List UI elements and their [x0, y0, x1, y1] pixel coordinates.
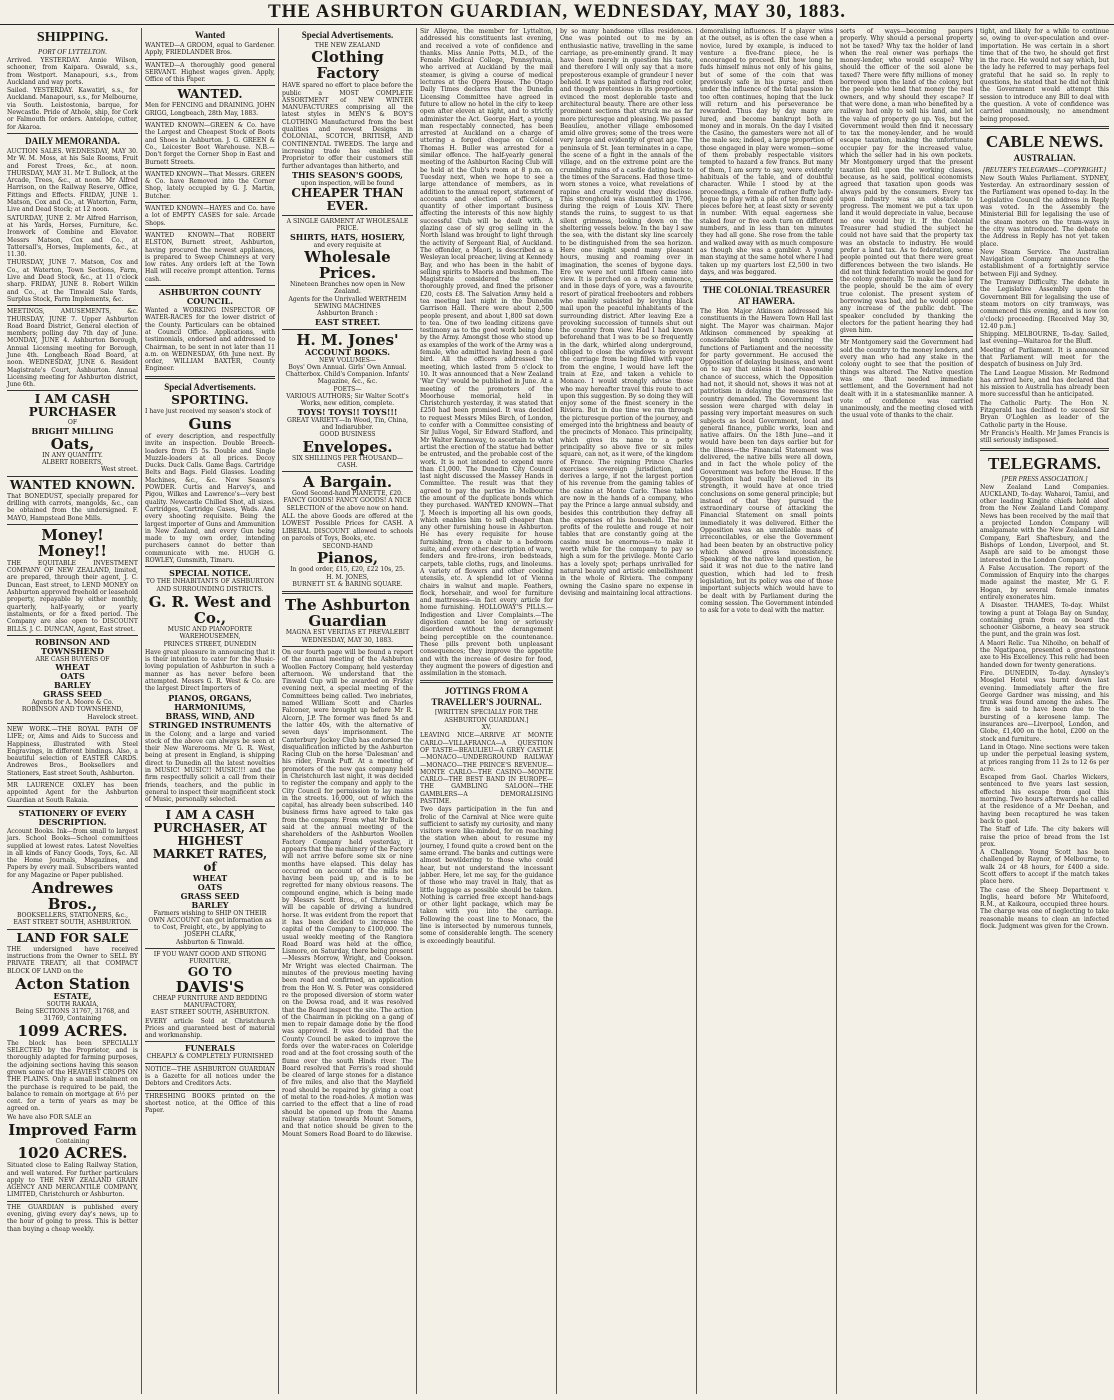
advertisement	[282, 218, 413, 326]
ad-line: G. R. West and Co.,	[148, 592, 272, 627]
column-6	[696, 28, 836, 1394]
notice-paragraph: THRESHING BOOKS printed on the shortest notice, at the Office of this Paper.	[145, 1092, 275, 1115]
advertisement	[7, 809, 138, 827]
ad-line: IF YOU WANT GOOD AND STRONG FURNITURE,	[153, 951, 267, 966]
column-divider	[7, 635, 138, 636]
notice-paragraph: A Disaster. THAMES, To-day. Whilst towing a punt at Tolaga Bay on Sunday, containing grain from on board the schooner Gisborne, a heavy sea struck the punt, and the grain was lost.	[980, 602, 1109, 639]
ad-line: Havelock street.	[87, 713, 138, 721]
ad-line: THIS SEASON'S GOODS,	[292, 169, 403, 180]
ad-line: PRINCES STREET, DUNEDIN	[163, 640, 257, 648]
ad-line: Farmers wishing to SHIP ON THEIR OWN ACCOUNT can get information as to Cost, Freight, etc., by applying to	[148, 909, 272, 932]
notice-paragraph: Sailed. YESTERDAY. Kawatiri, s.s., for Auckland. Manapouri, s.s., for Melbourne, via South. Leistostonia, barque, for Newcastle. Pride of Athole, ship, for Cork or Falmouth for orders. Antelope, cutter, for Akaroa.	[7, 87, 138, 131]
column-divider	[7, 133, 138, 134]
notice-paragraph: Meeting of Parliament. It is announced that Parliament will meet for the despatch of business on July 3rd.	[980, 346, 1109, 369]
notice-paragraph: That BONEDUST, specially prepared for drilling with carrots, mangolds, &c., can be obtained from the undersigned. F. MAYO, Hampstead Bone Mills.	[7, 492, 138, 522]
ad-line: OF	[67, 419, 78, 427]
notice-paragraph: Shipping. MELBOURNE, To-day. Sailed, last evening—Waitaroa for the Bluff.	[980, 331, 1109, 346]
advertisement	[7, 393, 138, 473]
ad-line: Good Second-hand PIANETTE, £20.	[292, 490, 403, 498]
ad-line: GRASS SEED	[43, 689, 102, 700]
notice-paragraph: I have just received my season's stock of	[145, 407, 271, 415]
notice-paragraph: Fire. DUNEDIN, To-day. Aynsley's Mosgiel Hotel was burnt down last evening. Immediately after the fire George Gardner was missing, and his trunk was found among the ashes. The fire is said to have been due to the bursting of a kerosene lamp. The insurances are—Liverpool, London, and Globe, £1,400 on the hotel, £200 on the stock and furniture.	[980, 669, 1109, 743]
section-heading: SHIPPING.	[36, 30, 109, 45]
ad-line: OATS	[60, 671, 85, 682]
ad-line: Agents for A. Moore & Co.	[31, 699, 114, 707]
column-divider	[145, 168, 275, 169]
notice-paragraph: Account Books. Ink—from small to largest jars. School Books—School committees supplied at lowest rates. Latest Novelties in all kinds of Fancy Goods, Toys, &c. All the Home Journals, Magazines, and Papers by every mail. Subscribers wanted for any Magazine or Paper published.	[7, 827, 138, 879]
ad-line: A SINGLE GARMENT AT WHOLESALE PRICE.	[286, 218, 409, 233]
advertisement	[7, 932, 138, 945]
column-divider	[7, 723, 138, 724]
ad-line: SIX SHILLINGS PER THOUSAND—CASH.	[291, 454, 404, 469]
ad-line: Ashburton Branch :	[317, 310, 378, 318]
ad-line: MUSIC AND PIANOFORTE WAREHOUSEMEN,	[167, 625, 253, 641]
column-divider	[145, 1063, 275, 1064]
notice-paragraph: WANTED KNOWN—GREEN & Co. have the Largest and Cheapest Stock of Boots and Shoes in Ashburton. J. G. GREEN & Co., Leicester Boot Warehouse. N.B.—Don't forget the Corner Shop in East and Burnett Streets.	[145, 122, 275, 166]
ad-line: Oats,	[50, 434, 95, 453]
ad-line: EAST STREET SOUTH, ASHBURTON.	[150, 1009, 270, 1017]
column-divider	[145, 566, 275, 567]
ad-line: XV.	[481, 724, 492, 732]
ad-line: BARLEY	[191, 899, 229, 910]
section-heading: PORT OF LYTTELTON.	[38, 48, 107, 56]
ad-line: The Ashburton Guardian	[285, 596, 410, 631]
article-text: The Hon Major Atkinson addressed his constituents in the Hawera Town Hall last night. The Mayor was chairman. Major Atkinson commenced by speaking at considerable length concerning the functions of Parliament and the necessity for party government. He accused the Opposition of delaying business, and went on to say that unless it had reasonable chance of success, which the Opposition had not, it should not, shows it was not at patriotism in delaying the measures the country demanded. The Government last session were charged with delay in passing very important measures on such subjects as local Government, local and general finance, public works, loan and native affairs. On the 18th June—and it would have been ten days earlier but for the illness—the Financial Statement was delivered, the native bills were all down, and in fact the whole policy of the Government was before the House. If the Opposition had really believed in its strength, it would have at once tried conclusions on some general principle; but instead of that they pursued the extraordinary course of attacking the Financial Statement on small points immediately it was delivered. Either the Opposition was an unreliable mass of irreconcilables, or else the Government had been beaten by an obstructive policy which showed gross inconsistency. Speaking of the native land question, he said it was not due to the native land question, which had led to fresh legislation, but its policy was one of those important subjects which would have to be dealt with by Parliament during the coming session. The Government intended to ask for a vote to deal with the matter.	[700, 308, 833, 615]
section-heading: CABLE NEWS.	[985, 131, 1104, 151]
ad-line: CHEAP FURNITURE AND BEDDING MANUFACTORY,	[152, 994, 268, 1009]
article-text: Two days participation in the fun and frolic of the Carnival at Nice were quite sufficient to satisfy my curiosity, and many visitors were like-minded, for on reaching the station when about to resume my journey, I found quite a crowd bent on the same errand. The banks and cuttings were almost bewildering to those who could hear, but not understand the incessant jabber. Here, let me say, for the guidance of those who may travel in Italy, that as little luggage as possible should be taken. Nothing is carried free except hand-bags or other light package, which may be taken with you into the carriage. Following the coast line to Monaco, the line is intersected by numerous tunnels, some of considerable length. The scenery is exceedingly beautiful.	[420, 806, 553, 945]
notice-paragraph: AUCTION SALES. WEDNESDAY, MAY 30. Mr W. M. Moss, at his Sale Rooms, Fruit and Forest Trees, &c., at noon. THURSDAY, MAY 31. Mr T. Bullock, at the Arcade, Trees, &c., at noon. Mr Alfred Harrison, on the Railway Reserve, Office, Fittings and Effects. FRIDAY, JUNE 1. Matson, Cox and Co., at Waterton, Farm, Live and Dead Stock; at 12 noon.	[7, 147, 138, 214]
ad-line: SPECIAL NOTICE.	[169, 568, 251, 579]
column-divider	[7, 1201, 138, 1202]
ad-line: WHEAT	[55, 662, 90, 673]
column-divider	[145, 202, 275, 203]
ad-line: I AM CASH PURCHASER	[28, 392, 117, 420]
column-divider	[145, 85, 275, 86]
advertisement	[145, 394, 275, 407]
ad-line: TOYS! TOYS!! TOYS!!!	[297, 406, 398, 417]
ad-line: JOSEPH CLARK,	[184, 931, 236, 939]
advertisement	[145, 288, 275, 306]
column-divider	[700, 279, 833, 282]
ad-line: Being SECTIONS 31767, 31768, and 31769, Containing	[15, 1008, 130, 1023]
ad-line: GO TO	[187, 964, 233, 979]
ad-line: STATIONERY OF EVERY DESCRIPTION.	[18, 807, 127, 827]
ad-line: SHIRTS, HATS, HOSIERY,	[290, 231, 405, 242]
ad-line: West street.	[101, 466, 138, 474]
advertisement	[7, 880, 138, 927]
column-divider	[980, 448, 1109, 451]
article-text: On our fourth page will be found a report of the annual meeting of the Ashburton Woollen Factory Company, held yesterday afternoon. We understand that the Tinwald Cup will be awarded on Friday evening next, a special meeting of the Committees being called. Two inebriates, named William Scott and Charles Falconer, were brought up before Mr R. Alcorn, J.P. The former was fined 5s and the latter 40s, with the alternative of seven days' imprisonment. The Canterbury Jockey Club has endorsed the disqualification inflicted by the Ashburton Racing Club on the horse 'Dalesman' and his rider, Frank Puff. At a meeting of promoters of the new gas company held in Christchurch last night, it was decided to register the company and apply to the City Council for permission to lay mains in the streets. 16,000, out of which the capital, has already been subscribed. 140 business firms have agreed to take gas from the company. From what Mr Bullock said at the annual meeting of the shareholders of the Ashburton Woollen Factory Company held yesterday, it appears that the machinery of the Factory will not arrive before some six or nine months have elapsed. This delay has occurred on account of the mills not having been paid up, and is to be regretted for many obvious reasons. The compound engine, which is being made by Messrs Scott Bros., of Christchurch, will be capable of driving a hundred horse. It was evident from the report that it has been decided to increase the capital of the Company to £100,000. The usual weekly meeting of the Rangiora Road Board was held at the office, Lismore, on Saturday, there being present—Messrs Morrow, Wright, and Cookson. Mr Wright was elected Chairman. The minutes of the previous meeting having been read and confirmed, an application from the Hon W. S. Peter was considered re the proposed diversion of storm water on the Dowsa road, and it was resolved that the Board inspect the site. The action of the Chairman in picking on a gang of men to repair damage done by the flood was approved. It was decided that the County Council be asked to improve the fords over the water-races on Coleridge road and at the foot crossing south of the flume over the south Hinds river. The Board resolved that Ferris's road should be cleared of large stones for a distance of five miles, and also that the Mayfield road should be repaired by giving a coat of metal to the road-holes. A motion was carried to the effect that a line of road should be opened up from the Anama railway station towards Mount Somers, and that notice should be given to the Mount Somers Road Board to do likewise.	[282, 648, 413, 1138]
column-divider	[7, 929, 138, 930]
notice-paragraph: ALL the above Goods are offered at the LOWEST Possible Prices for CASH. A LIBERAL DISCOUNT allowed to schools on parcels of Toys, Books, etc.	[282, 512, 413, 542]
article-text: sorts of ways—becoming paupers properly. Why should a personal property not be taxed? Why tax the holder of land when the real owner was perhaps the money-lender, who would escape? Why should the officer of the soil alone be taxed? There were fifty millions of money borrowed upon the land of the colony, but the people who lend that money the real owners, and why should they escape? If that were done, a man who benefited by a railway had only to sell his land, and let the value of property go up. Yes, but the Government would then find it necessary to tax the money-lender, and he would escape taxation, making the unfortunate occupier pay for the increased value, which the seller had in his own pockets. Mr Montgomery urged that the present taxation fell upon the working classes, because, as he said, political economists agreed that taxation upon goods was always paid by the consumers. Every tax upon industry was an obstacle to progress. The moment we put a tax upon land it would depreciate in value, because no one would buy it. If the Colonial Treasurer had studied the subject he could not have said that the property tax was an obstacle to industry. He would prefer a land tax. As to federation, some people pointed out that there were great differences between the two islands. He did not think federation would be good for the colony generally. To make the land for the people, should be the aim of every true colonist. The present system of borrowing was bad, and he would oppose any increase of the public debt. The speaker concluded by thanking the electors for the patient hearing they had given him.	[840, 28, 973, 335]
notice-paragraph: The Tramway Difficulty. The debate in the Legislative Assembly upon the Government Bill for legalising the use of steam motors on city tramways, was commenced this evening, and is now (on o'clock) proceeding. [Received May 30, 12.40 p.m.]	[980, 279, 1109, 330]
column-divider	[145, 59, 275, 60]
ad-line: SPORTING.	[171, 392, 249, 407]
advertisement	[420, 709, 553, 731]
ad-line: Ashburton & Tinwald.	[175, 938, 245, 946]
ad-line: CHEAPER THAN EVER.	[291, 186, 404, 214]
column-divider	[145, 948, 275, 949]
ad-line: H. M. JONES,	[326, 573, 369, 581]
section-heading: DAILY MEMORANDA.	[25, 135, 120, 146]
ad-line: Nineteen Branches now open in New Zealand.	[289, 281, 406, 296]
section-heading: AUSTRALIAN.	[1013, 152, 1076, 163]
notice-paragraph: WANTED KNOWN—HAYES and Co. have a lot of EMPTY CASES for sale. Arcade Shops.	[145, 205, 275, 227]
article-text: Mr Montgomery said the Government had sold the country to the money lenders, and every man who had any stake in the colony ought to see that the position of things was altered. The Native question was one that needed immediate settlement, and the Government had not dealt with it in a statesmanlike manner. A vote of confidence was carried unanimously, and the meeting closed with the usual vote of thanks to the chair.	[840, 339, 973, 420]
column-divider	[145, 1090, 275, 1091]
notice-paragraph: A Maori Relic. Tua Nihoiho, on behalf of the Ngatipaoa, presented a greenstone axe to His Excellency. This relic had been handed down for twenty generations.	[980, 639, 1109, 669]
ad-line: BARLEY	[53, 680, 92, 691]
column-divider	[7, 806, 138, 807]
advertisement	[282, 474, 413, 512]
column-divider	[145, 1041, 275, 1042]
ad-line: IN ANY QUANTITY.	[42, 451, 103, 459]
ad-line: 1099 ACRES.	[17, 1021, 128, 1040]
column-divider	[7, 779, 138, 780]
ad-line: Boys' Own Annual. Girls' Own Annual. Chatterbox. Child's Companion. Infants' Magazine, &c., &c.	[285, 363, 410, 386]
section-heading: THE COLONIAL TREASURER AT HAWERA.	[702, 285, 831, 307]
notice-paragraph: Escaped from Gaol. Charles Wickers, sentenced to five years last session, effected his escape from gaol this morning. Two hours afterwards he called at the residence of a Mr Deehan, and having been recaptured he was taken back to gaol.	[980, 774, 1109, 825]
notice-paragraph: Land in Otago. Nine sections were taken up under the perpetual leasing system, at prices ranging from 11 2s to 12 6s per acre.	[980, 743, 1109, 773]
notice-paragraph: New Steam Service. The Australian Navigation Company announce the establishment of a fortnightly service between Fiji and Sydney.	[980, 248, 1109, 278]
ad-line: WANTED.	[177, 87, 243, 102]
column-divider	[840, 336, 973, 337]
ad-line: and every requisite at	[313, 241, 382, 249]
notice-paragraph: The case of the Sheep Department v. Inglis, heard before Mr Whitefoord, R.M., at Kaikoura, occupied three hours. The charge was one of neglecting to take reasonable means to clean an infected flock. Judgment was given for the Crown.	[980, 886, 1109, 931]
section-heading: Wanted	[194, 30, 225, 40]
column-divider	[282, 646, 413, 647]
ad-line: I AM A CASH PURCHASER, AT HIGHEST MARKET RATES, of	[152, 807, 268, 874]
ad-line: BRIGHT MILLING	[31, 425, 114, 436]
ad-line: TO THE INHABITANTS OF ASHBURTON AND SURROUNDING DISTRICTS.	[145, 578, 275, 593]
notice-paragraph: EVERY article Sold at Christchurch Prices and guaranteed best of material and workmanship.	[145, 1017, 275, 1040]
ad-line: OATS	[197, 881, 223, 892]
column-divider	[145, 285, 275, 286]
article-text: by so many handsome villas residences. One was pointed out to me by an enthusiastic native, travelling in the same carriage, as pre-eminently grand. It may have been merely in question his taste, and therefore I will only say that a more preposterous example of grandeur I never beheld. It was painted a flaring red color, and though pretentious in its proportions, evinced the most deplorable taste and architectural beauty. There are other less prominent sections that struck me as far more picturesque and pleasing. We passed Beaulieu, another village embosomed amid olive groves; some of the trees were very large and evidently of great age. The peninsula of St. Jean terminates in a cape, the scene of a fight in the annals of the village, and on the extreme point are the crumbling ruins of a castle dating back to the times of the Saracens. Had those time-worn stones a voice, what revelations of rapine and cruelty would they disclose. This stronghold was dismantled in 1706, during the reign of Louis XIV. There stands the ruins, to suggest to us that silent grimness, looking down on the sheltering vessels below. In the bay I saw the sea, with the distant sky line scarcely to be distinguished from the sea horizon. Here one might spend many pleasant hours, musing and roaming over in imagination, the scenes of bygone days. Ere we were not until fifteen came into view. It is perched on a rocky eminence, and in those days of yore, was a favourite resort of piratical freebooters and robbers who mainly subsisted by levying black mail upon the peaceful inhabitants of the surrounding district. After leaving Eze a provoking succession of tunnels shut out the country from view. Had I had known beforehand that I was to be so frequently in the dark, whirled along underground, obliged to close the windows to prevent the carriage from being filled with vapor from the engine, I would have left the train at Eze, and taken a vehicle to Monaco. I would strongly advise those who may hereafter travel this route to act upon this suggestion. By so doing they will enjoy some of the finest scenery in the Riviera. But in due time we ran through the picturesque portion of the journey, and emerged into the brightness and beauty of the precincts of Monaco. This principality, which gives its name to a petty principality so above five or six miles square, can not, as it were, of the kingdom of France. The reigning Prince Charles exercises sovereign jurisdiction, and derives a large, if not the largest portion of his revenue from the gaming tables of the casino at Monte Carlo. These tables are now in the hands of a company, who pay the Prince a large annual subsidy, and besides this contribution they defray all the expenses of his household. The net profits of the roulette and rouge et noir tables that are constantly going at the casino must be enormous—to make it worth while for the company to pay so high a sum for the privilege. Monte Carlo has a lovely spot; perhaps unrivalled for natural beauty and artistic embellishment in the whole of Riviera. The company owning the Casino spare no expense in devising and maintaining local attractions.	[560, 28, 693, 597]
notice-paragraph: THE EQUITABLE INVESTMENT COMPANY OF NEW ZEALAND, limited, are prepared, through their agent, J. C. Duncan, East street, to LEND MONEY on Ashburton approved freehold or leasehold property, repayable by either monthly, quarterly, half-yearly, or yearly instalments, or for a fixed period. The Company are also open to DISCOUNT BILLS. J. C. DUNCAN, Agent, East street.	[7, 559, 138, 633]
ad-line: Money! Money!!	[38, 525, 107, 560]
notice-paragraph: The Staff of Life. The city bakers will raise the price of bread from the 1st prox.	[980, 826, 1109, 848]
ad-line: CHEAPLY & COMPLETELY FURNISHED	[146, 1053, 274, 1061]
ad-line: Envelopes.	[302, 437, 393, 456]
column-divider	[145, 229, 275, 230]
ad-line: WANTED KNOWN.	[9, 477, 136, 492]
ad-line: upon inspection, will be found	[300, 179, 395, 187]
ad-line: POETS—	[333, 385, 362, 393]
ad-line: BURNETT ST. & BARING SQUARE.	[292, 581, 403, 589]
notice-paragraph: WANTED KNOWN—That ROBERT ELSTON, Burnett street, Ashburton, having procured the newest appliances, is prepared to Sweep Chimneys at very low rates. Any orders left at the Town Hall will receive prompt attention. Terms cash.	[145, 231, 275, 283]
notice-paragraph: New Zealand Land Companies. AUCKLAND, To-day. Waharoi, Tamui, and other leading Kingite chiefs hold aloof from the New Zealand Land Company. News has been received by the mail that a projected London Company will amalgamate with the New Zealand Land Company, Earl Shaftesbury, and the Bishops of London, Liverpool, and St. Asaph are said to be amongst those interested in the London Company.	[980, 483, 1109, 564]
notice-paragraph: NEW WORK.—THE ROYAL PATH OF LIFE; or, Aims and Aids to Success and Happiness, illustrated with Steel Engravings, in different bindings. Also, a beautiful selection of EASTER CARDS. Andrewes Bros., Booksellers and Stationers, East street South, Ashburton.	[7, 726, 138, 777]
ad-line: EAST STREET SOUTH, ASHBURTON.	[13, 919, 132, 927]
ad-line: A Bargain.	[302, 473, 393, 492]
article-text: tight, and likely for a while to continue so, owing to over-speculation and over-importation. He was certain in a short time that of the two, he should get first in the race. He would not say which, but the lady he referred to may perhaps feel grateful that he said so. In reply to questions, he stated that he did not think the Government would attempt this session to introduce any Bill to deal with the question. A vote of confidence was carried unanimously, no amendment being proposed.	[980, 28, 1109, 123]
column-divider	[7, 524, 138, 525]
ad-line: ROBINSON AND TOWNSHEND	[35, 636, 110, 656]
ad-line: ALBERT ROBERTS,	[42, 459, 103, 467]
column-7	[836, 28, 976, 1394]
section-heading: Special Advertisements.	[301, 30, 394, 40]
advertisement	[282, 332, 413, 470]
ad-line: ESTATE,	[53, 990, 92, 1001]
advertisement	[282, 543, 413, 588]
notice-paragraph: in the Colony, and a large and varied stock of the above can always be seen at their New Warerooms. Mr G. R. West, being at present in England, is shipping direct to Dunedin all the latest novelties in MUSIC! MUSIC!! MUSIC!!! and the firm respectfully solicit a call from their friends, teachers, and the public in general to inspect their magnificent stock of Music, personally selected.	[145, 730, 275, 804]
ad-line: PIANOS, ORGANS, HARMONIUMS,	[168, 692, 252, 712]
ad-line: Guns	[188, 414, 232, 433]
notice-paragraph: Arrived. YESTERDAY. Annie Wilson, schooner, from Kaipara. Oswald, s.s., from Westport. Manapouri, s.s., from Auckland and way ports.	[7, 57, 138, 86]
ad-line: FANCY GOODS! FANCY GOODS! A NICE SELECTION of the above now on hand.	[283, 497, 412, 512]
column-divider	[7, 305, 138, 306]
notice-paragraph: A Challenge. Young Scott has been challenged by Raynor, of Melbourne, to walk 24 or 48 hours, for £400 a side. Scott offers to accept if the match takes place here.	[980, 849, 1109, 886]
column-divider	[145, 119, 275, 120]
ad-line: [WRITTEN SPECIALLY FOR THE ASHBURTON GUARDIAN.]	[434, 709, 539, 724]
section-heading: [REUTER'S TELEGRAMS—COPYRIGHT.]	[982, 165, 1107, 174]
notice-paragraph: THE GUARDIAN is published every evening, giving every day's news, up to the hour of going to press. This is better than buying a cheap weekly.	[7, 1203, 138, 1233]
ad-line: 1020 ACRES.	[17, 1144, 128, 1163]
ad-line: Wholesale Prices.	[304, 248, 391, 283]
section-heading: [PER PRESS ASSOCIATION.]	[1001, 474, 1088, 483]
notice-paragraph: Have great pleasure in announcing that it is their intention to cater for the Music-loving population of Ashburton in such a manner as has never before been attempted. Messrs G. R. West & Co. are the largest Direct Importers of	[145, 648, 275, 693]
notice-paragraph: WANTED—A GROOM, equal to Gardener. Apply, FRIEDLANDER Bros.	[145, 42, 275, 57]
advertisement	[282, 597, 413, 644]
ad-line: VARIOUS AUTHORS; Sir Walter Scott's Works, new edition, complete.	[286, 393, 409, 408]
advertisement	[7, 479, 138, 492]
notice-paragraph: MEETINGS, AMUSEMENTS, &c. THURSDAY, JUNE 7. Upper Ashburton Road Board District, General election of members; polling day 7th day of June. MONDAY, JUNE 4. Ashburton Borough, Annual Licensing meeting for Borough, June 4th. Longbeach Road Board, at noon. WEDNESDAY, JUNE 6. Resident Magistrate's Court, Ashburton. Annual Licensing meeting for Ashburton district, June 6th.	[7, 308, 138, 389]
ad-line: EAST STREET.	[314, 316, 381, 327]
ad-line: SECOND-HAND	[322, 543, 373, 551]
ad-line: Containing	[55, 1137, 90, 1145]
ad-line: In good order, £15, £20, £22 10s, 25.	[290, 566, 405, 574]
ad-line: FUNERALS	[184, 1043, 236, 1054]
ad-line: ACCOUNT BOOKS.	[304, 346, 390, 357]
newspaper-title: THE ASHBURTON GUARDIAN, WEDNESDAY, MAY 30, 1883.	[267, 1, 847, 22]
notice-paragraph: WANTED—A thoroughly good general SERVANT. Highest wages given. Apply, Office of this Paper.	[145, 61, 275, 84]
notice-paragraph: New South Wales Parliament. SYDNEY, Yesterday. An extraordinary session of the Parliament was opened to-day. In the Legislative Council the address in Reply was voted. In the Assembly the Ministerial Bill for legalising the use of the steam motors on the tram-ways in the city was introduced. The debate on the Address in Reply has not yet taken place.	[980, 174, 1109, 248]
notice-paragraph: Wanted a WORKING INSPECTOR OF WATER-RACES for the lower district of the County. Particulars can be obtained at Council Office. Applications, with testimonials, endorsed and addressed to Chairman, to be sent in not later than 11 a.m. on WEDNESDAY, 6th June next. By order, WILLIAM BAXTER, County Engineer.	[145, 307, 275, 373]
advertisement	[145, 569, 275, 593]
notice-paragraph: Mr Francis's Health. Mr James Francis is still seriously indisposed.	[980, 429, 1109, 445]
notice-paragraph: We have also FOR SALE an	[7, 1113, 92, 1121]
advertisement	[282, 171, 413, 213]
notice-paragraph: THE undersigned have received instructions from the Owner to SELL BY PRIVATE TREATY, all that COMPACT BLOCK OF LAND on the	[7, 945, 138, 975]
column-divider	[420, 680, 553, 683]
notice-paragraph: LEAVING NICE—ARRIVE AT MONTE CARLO—VILLAFRANCA—A QUESTION OF TASTE—BEAULIEU—A GREY CASTLE—MONACO—UNDERGROUND RAILWAY—MONACO—THE PRINCE'S REVENUE—MONTE CARLO—THE CASINO—MONTE CARLO—THE BEST BAND IN EUROPE—THE GAMBLING SALOON—THE GAMBLERS—A DEMORALISING PASTIME.	[420, 732, 553, 805]
ad-line: ARE CASH BUYERS OF	[35, 655, 110, 663]
section-heading: TELEGRAMS.	[988, 453, 1101, 473]
section-heading: Special Advertisements.	[164, 381, 256, 392]
ad-line: Improved Farm	[8, 1120, 137, 1139]
advertisement	[145, 594, 275, 648]
ad-line: GREAT VARIETY—In Wood, Tin, China, and Indiarubber.	[286, 416, 409, 431]
section-heading: JOTTINGS FROM A TRAVELLER'S JOURNAL.	[431, 686, 542, 708]
article-text: Sir Alleyne, the member for Lyttelton, addressed his constituents last evening, and received a vote of confidence and thanks. Miss Annie Potts, M.D., of the Female Medical College, Pennsylvania, who arrived at Auckland by the mail steamer, is giving a course of medical lectures at the Opera House. The Otago Daily Times declares that the Dunedin Licensing Committee have agreed in future to allow no hotel in the city to keep open after eleven at night, and to strictly administer the Act. George Hart, a young man respectably connected, has been arrested at Auckland on a charge of uttering a forged cheque on Colonel Thomas H. Buller was arrested for a similar offence. The half-yearly general meeting of the Ashburton Racing Club will be held at the Club's room at 8 p.m. on Tuesday next, when we hope to see a large attendance of members, as in addition to the annual report, statement of accounts and election of officers, a quantity of other important business affecting the interests of this now highly successful Club will be dealt with. A glazing case of sly grog selling in the North Island was brought to light through the activity of Sergeant Rial, of Auckland. The offender, a Maori, is described as a Wesleyan local preacher, living at Kennedy Bay, and who has been in the habit of selling spirits to Maoris and bushmen. The Magistrate considered the offence thoroughly proved, and fined the prisoner £20, costs £8. The Salvation Army held a tea meeting last night in the Dunedin Garrison Hall. There were about 2,500 people present, and about 1,800 sat down to tea. One of two leading citizens gave testimony as to the good work being done by the Army. Amongst those who stood up as examples of the work of the Army was a female, who admitted having been a gaol bird. All the officers addressed the meeting, which lasted from 5 o'clock to 10. It was announced that a New Zealand 'War Cry' would be published in June. At a meeting of the promoters of the Moorhouse memorial, held in Christchurch yesterday, it was stated that £250 had been promised. It was decided to request Messrs Miles Birch, of London, to confer with a Committee consisting of Sir Julius Vogel, Sir Edward Stafford, and Mr Walter Kennaway, to ascertain to what artist the erection of the statue had better be entrusted, and the probable cost of the work. It is not intended to expend more than £1,000. The Dunedin City Council last night discussed the Massey Hands in Committee. The result was that they agreed to pay the parties in Melbourne the amount of the duplicate bonds which they purchased. WANTED KNOWN—That 'J. Meech is importing all his own goods, which enables him to sell cheaper than any other furnishing house in Ashburton. He has every requisite for house furnishing, from a chair to a bedroom suite, and every other description of ware, fenders and fire-irons, iron bedsteads, carpets, table cloths, rugs, and linoleums. A variety of flowers and other cooking utensils, etc. A splendid lot of Vienna chairs in walnut and maple. Feathers, flock, horsehair, and wool for furniture and mattresses—in fact every article for home furnishing. HOLLOWAY'S PILLS.—Indigestion and Liver Complaints.—The digestion cannot be long or seriously disordered without the derangement being perceptible on the countenance. These pills prevent both unpleasant consequences; they improve the appetite and with the increase of desire for food, they augment the powers of digestion and assimilation in the stomach.	[420, 28, 553, 678]
ad-line: H. M. Jones'	[296, 330, 399, 349]
column-divider	[282, 215, 413, 216]
advertisement	[145, 809, 275, 946]
column-divider	[282, 471, 413, 472]
notice-paragraph: MR LAURENCE OXLEY has been appointed Agent for the Ashburton Guardian at South Rakaia.	[7, 782, 138, 804]
notice-paragraph: of every description, and respectfully invite an inspection. Double Breech-loaders from £5 5s. Double and Single Muzzle-loaders at all prices. Decoy Ducks. Duck Calls. Game Bags. Cartridge Belts and Bags. Field Glasses. Loading Machines, &c., &c. New Season's POWDER. Curtis and Harvey's, and Pigou, Wilkes and Lawrence's—very best quality. Newcastle Chilled Shot, all sizes. Cartridges, Cartridge Cases, Wads. And every shooting requisite. Being the largest importer of Guns and Ammunition in New Zealand, and every Gun being made to my own order, intending purchasers cannot do better than communicate with me. HUGH G. ROWLEY, Gunsmith, Timaru.	[145, 432, 275, 565]
ad-line: WHEAT	[192, 872, 228, 883]
notice-paragraph: WANTED KNOWN—That Messrs. GREEN & Co. have Removed into the Corner Shop, lately occupied by G. J. Martin, Butcher.	[145, 170, 275, 200]
advertisement	[145, 694, 275, 730]
notice-paragraph: NOTICE—THE ASHBURTON GUARDIAN is a Gazette for all notices under the Debtors and Creditors Acts.	[145, 1065, 275, 1088]
masthead	[0, 0, 1114, 25]
article-text: demoralising influences. If a player wins at the outset, as is often the case when a novice, lured by example, is induced to venture a five-franc piece, he is encouraged to proceed. But how long he fuds himself minus not only of his gains, but of some of the coin that was previously safe in his purse; and then under the influence of the fatal passion he too often continues, hoping that the luck will return and his perseverance be rewarded. Thus day by day many are lured, and become bankrupt both in money and in morals. On the day I visited the Casino, the gamesters were not all of the male sex; indeed, a large proportion of those engaged in play were women—some of them probably respectable visitors tempted to hazard a few francs. But many of them, I am sorry to say, were evidently habituals of the table, and of doubtful character. While I stood by at the proceedings, a female of rather fluffy lady-hogue to play with a pile of ten franc gold pieces before her, at least sixty or seventy in number. With equal eagerness she staked four or five each turn on different numbers, and in less than ten minutes they had all gone. She rose from the table and walked away with as much composure as though she was a gambler. A young man staying at the same hotel where I had taken up my quarters lost £2,500 in two days, and was beggared.	[700, 28, 833, 276]
column-divider	[145, 806, 275, 807]
ad-line: LAND FOR SALE	[16, 930, 129, 945]
column-divider	[980, 126, 1109, 129]
advertisement	[145, 88, 275, 101]
ad-line: GRASS SEED	[180, 890, 240, 901]
notice-paragraph: The Catholic Party. The Hon N. Fitzgerald has declined to succeed Sir Bryan O'Loghlen as leader of the Catholic party in the House.	[980, 399, 1109, 429]
ad-line: ASHBURTON COUNTY COUNCIL.	[158, 287, 262, 307]
advertisement	[145, 416, 275, 432]
advertisement	[7, 527, 138, 559]
ad-line: WEDNESDAY, MAY 30, 1883.	[301, 636, 394, 644]
ad-line: BOOKSELLERS, STATIONERS, &c.,	[16, 912, 129, 920]
ad-line: Pianos,	[316, 549, 379, 568]
column-8	[976, 28, 1112, 1394]
notice-paragraph: The block has been SPECIALLY SELECTED by the Proprietor, and is thoroughly adapted for farming purposes, the adjoining sections having this season grown some of the HEAVIEST CROPS ON THE PLAINS. Only a small instalment on the purchase is required to be paid, the balance to remain on mortgage at 6½ per cent. for a term of years as may be agreed on.	[7, 1039, 138, 1113]
ad-line: GOOD BUSINESS	[319, 431, 376, 439]
ad-line: BRASS, WIND, AND STRINGED INSTRUMENTS	[148, 710, 272, 730]
ad-line: NEW VOLUMES—	[318, 356, 377, 364]
ad-line: MAGNA EST VERITAS ET PREVALEBIT	[285, 629, 410, 637]
advertisement	[145, 1044, 275, 1060]
notice-paragraph: A False Accusation. The report of the Commission of Enquiry into the charges made against the master, Mr G. F. Hogan, by several female inmates entirely exonerates him.	[980, 564, 1109, 601]
ad-line: DAVIS'S	[175, 977, 245, 996]
notice-paragraph: HAVE spared no effort to place before the public a MOST COMPLETE ASSORTMENT of NEW WINTER MANUFACTURES comprising all the latest styles in MEN'S & BOY'S CLOTHING Manufactured from the best qualities and newest Designs in COLONIAL, SCOTCH, BRITISH, AND CONTINENTAL TWEEDS. The large and increasing trade has enabled the Proprietor to offer their customers still further advantages than hitherto, and	[282, 82, 413, 170]
notice-paragraph: SATURDAY, JUNE 2. Mr Alfred Harrison, at his Yards, Horses, Furniture, &c. Ironwork of Combine and Elevator. Messrs Matson, Cox and Co., at Tattersall's, Horses, Implements, &c., at 11.30.	[7, 214, 138, 259]
column-divider	[145, 376, 275, 379]
notice-paragraph: Men for FENCING and DRAINING. JOHN GRIGG, Longbeach, 28th May, 1883.	[145, 102, 275, 117]
notice-paragraph: Situated close to Ealing Railway Station, and well watered. For further particulars apply to THE NEW ZEALAND GRAIN AGENCY AND MERCANTILE COMPANY, LIMITED, Christchurch or Ashburton.	[7, 1162, 138, 1199]
ad-line: Acton Station	[15, 974, 130, 993]
notice-paragraph: THURSDAY, JUNE 7. Matson, Cox and Co., at Waterton, Town Sections, Farm, Live and Dead Stock, &c., at 11 o'clock sharp. FRIDAY, JUNE 8. Robert Wilkin and Co., at the Tinwald Sale Yards, Surplus Stock, Farm Implements, &c.	[7, 259, 138, 303]
column-2	[141, 28, 278, 1394]
ad-line: ROBINSON AND TOWNSHEND,	[21, 706, 124, 714]
column-4	[416, 28, 556, 1394]
advertisement	[7, 976, 138, 1039]
advertisement	[145, 951, 275, 1016]
ad-line: Andrewes Bros.,	[31, 879, 114, 914]
ad-line: Agents for the Unrivalled WERTHEIM SEWING MACHINES	[288, 295, 407, 310]
column-divider	[7, 390, 138, 391]
column-5	[556, 28, 696, 1394]
advertisement	[7, 638, 138, 721]
column-divider	[7, 476, 138, 477]
ad-line: SOUTH RAKAIA,	[46, 1000, 99, 1008]
notice-paragraph: The Land League Mission. Mr Redmond has arrived here, and has declared that his mission to Australia has already been more successful than he anticipated.	[980, 369, 1109, 399]
ad-line: Clothing Factory	[311, 48, 384, 83]
advertisement	[282, 42, 413, 81]
column-divider	[282, 329, 413, 330]
column-3	[278, 28, 416, 1394]
advertisement	[7, 1122, 138, 1161]
column-divider	[282, 591, 413, 594]
column-1	[4, 28, 141, 1394]
ad-line: THE NEW ZEALAND	[314, 42, 381, 49]
